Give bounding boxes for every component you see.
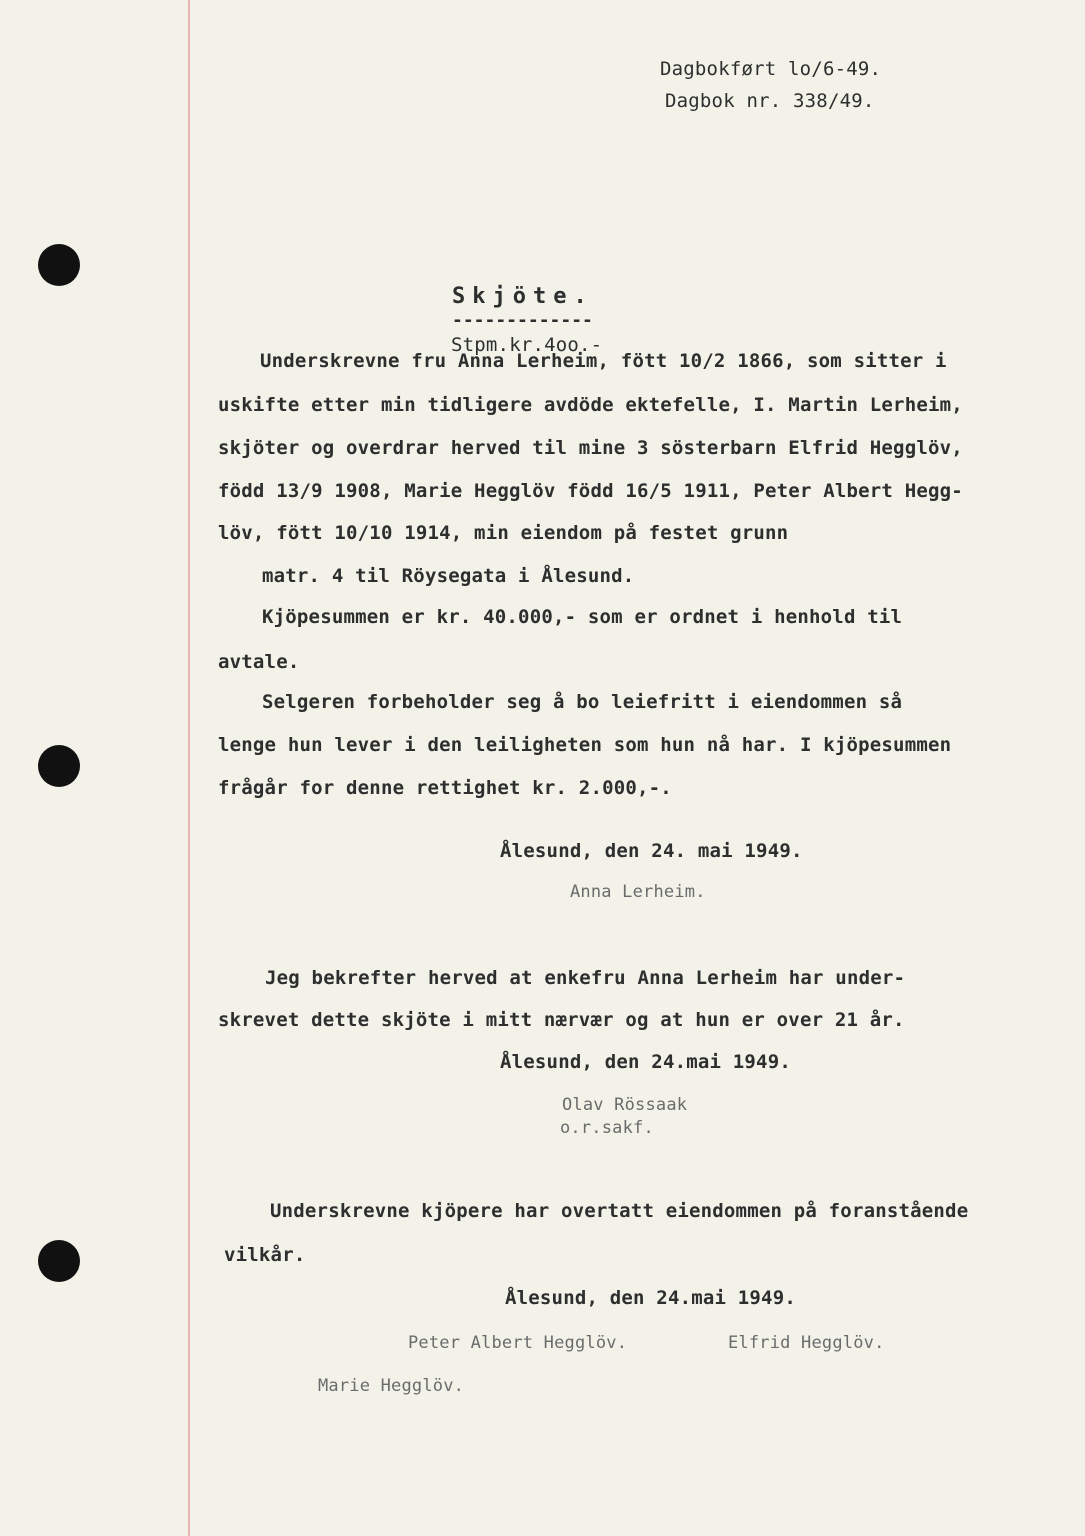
body-line: Selgeren forbeholder seg å bo leiefritt i eiendommen så — [262, 691, 903, 713]
witness-title: o.r.sakf. — [560, 1118, 654, 1138]
margin-line — [188, 0, 190, 1536]
punch-hole-top — [38, 244, 80, 286]
body-line: lenge hun lever i den leiligheten som hun nå har. I kjöpesummen — [218, 734, 952, 756]
buyers-line: vilkår. — [224, 1244, 306, 1266]
buyer-signature: Peter Albert Hegglöv. — [408, 1333, 628, 1353]
place-date: Ålesund, den 24.mai 1949. — [500, 1051, 791, 1073]
place-date: Ålesund, den 24.mai 1949. — [505, 1287, 796, 1309]
witness-signature: Olav Rössaak — [562, 1095, 688, 1115]
body-line: Kjöpesummen er kr. 40.000,- som er ordnet i henhold til — [262, 606, 903, 628]
punch-hole-middle — [38, 745, 80, 787]
body-line: född 13/9 1908, Marie Hegglöv född 16/5 1911, Peter Albert Hegg- — [218, 480, 963, 502]
body-line: avtale. — [218, 651, 300, 673]
body-line: matr. 4 til Röysegata i Ålesund. — [262, 565, 635, 587]
journal-number: Dagbok nr. 338/49. — [665, 90, 875, 112]
document-title: Skjöte. — [452, 284, 594, 309]
body-line: frågår for denne rettighet kr. 2.000,-. — [218, 777, 672, 799]
journal-date: Dagbokført lo/6-49. — [660, 58, 882, 80]
witness-line: skrevet dette skjöte i mitt nærvær og at hun er over 21 år. — [218, 1009, 905, 1031]
body-line: Underskrevne fru Anna Lerheim, fött 10/2 1866, som sitter i — [260, 350, 947, 372]
body-line: skjöter og overdrar herved til mine 3 sösterbarn Elfrid Hegglöv, — [218, 437, 963, 459]
seller-signature: Anna Lerheim. — [570, 882, 706, 902]
buyer-signature: Marie Hegglöv. — [318, 1376, 465, 1396]
body-line: löv, fött 10/10 1914, min eiendom på festet grunn — [218, 522, 789, 544]
buyer-signature: Elfrid Hegglöv. — [728, 1333, 885, 1353]
title-underline: ------------- — [452, 310, 593, 331]
punch-hole-bottom — [38, 1240, 80, 1282]
witness-line: Jeg bekrefter herved at enkefru Anna Lerheim har under- — [265, 967, 906, 989]
place-date: Ålesund, den 24. mai 1949. — [500, 840, 803, 862]
body-line: uskifte etter min tidligere avdöde ektefelle, I. Martin Lerheim, — [218, 394, 963, 416]
buyers-line: Underskrevne kjöpere har overtatt eiendommen på foranstående — [270, 1200, 969, 1222]
stamp-duty: Stpm.kr.4oo.- — [451, 334, 603, 356]
